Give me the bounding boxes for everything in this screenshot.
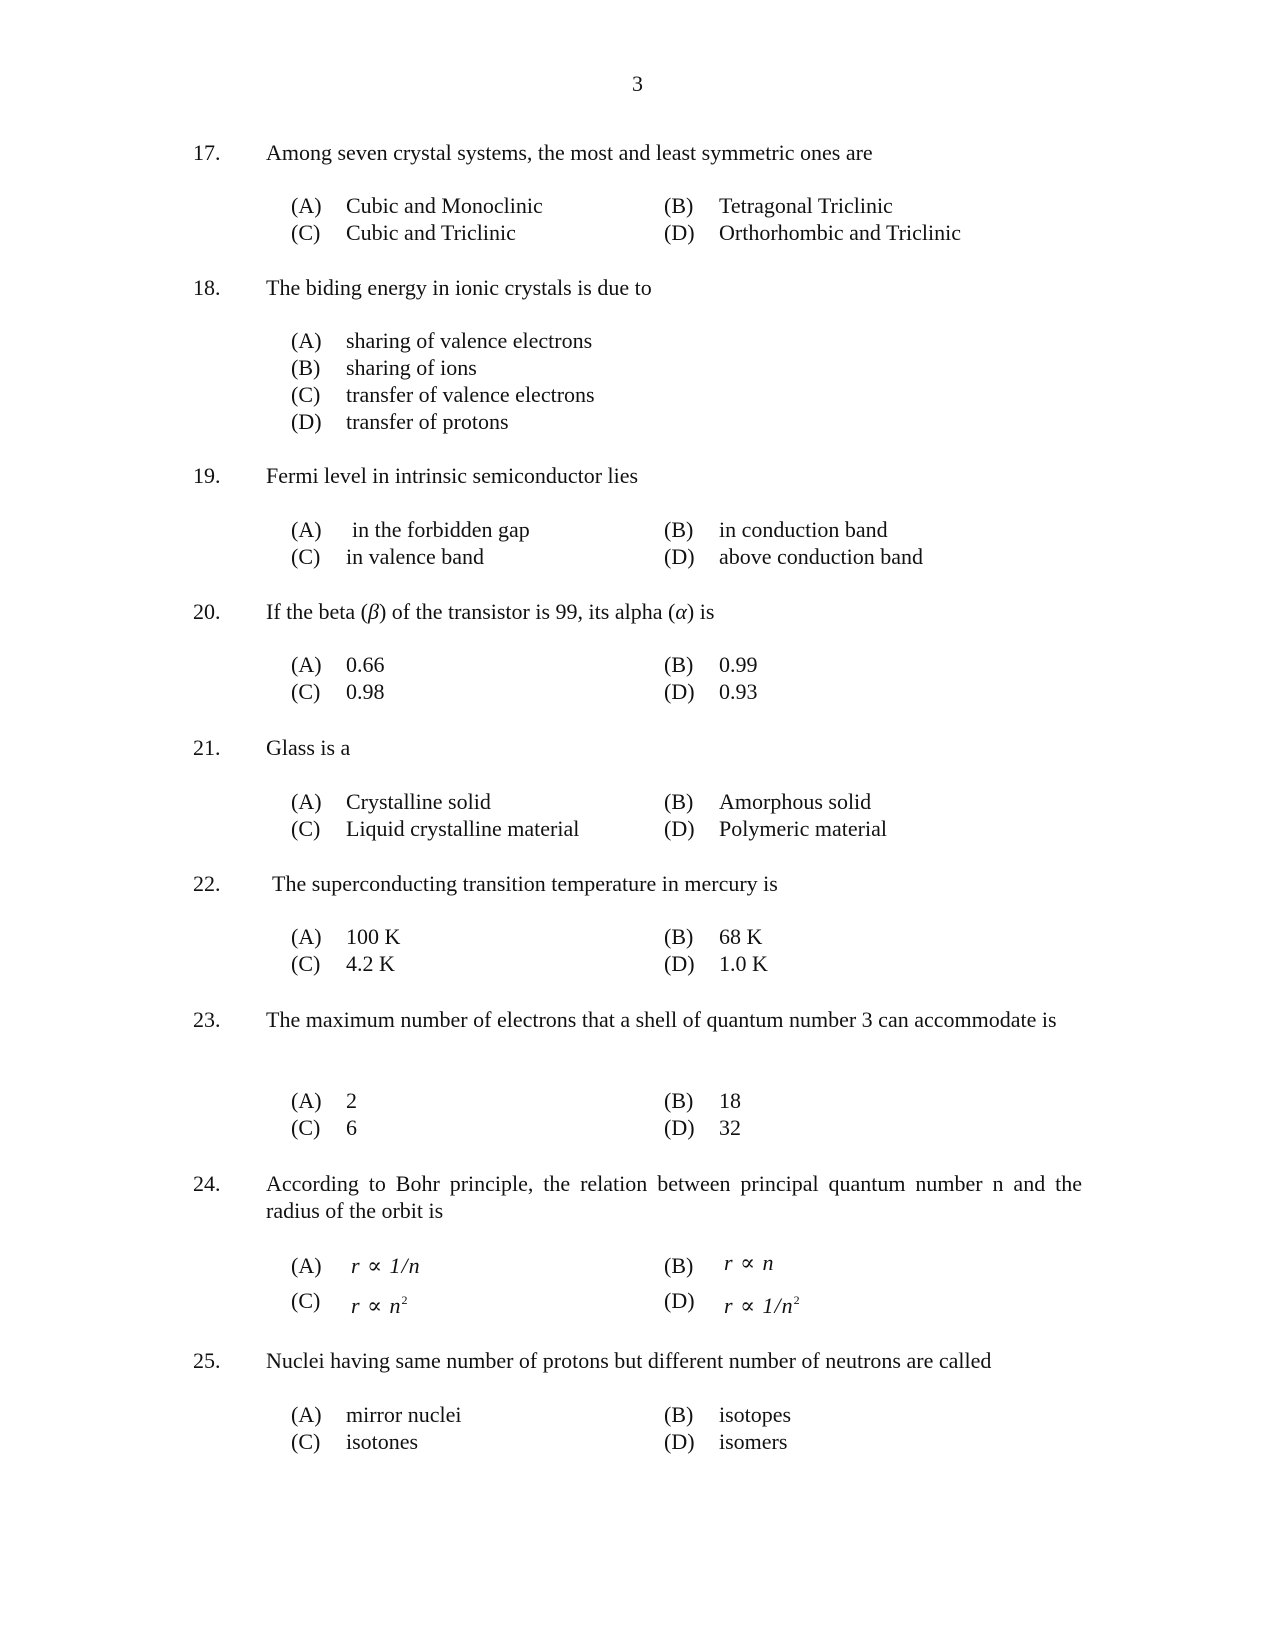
option-label: (B) [664, 652, 694, 677]
option-text: sharing of valence electrons [346, 328, 593, 353]
option-text: 0.98 [346, 679, 385, 704]
question-text: The superconducting transition temperature in mercury is [272, 871, 778, 896]
question-number: 21. [193, 735, 221, 760]
question-number: 24. [193, 1171, 221, 1196]
option-label: (D) [291, 409, 322, 434]
proportional-symbol: ∝ [740, 1250, 756, 1275]
option-label: (C) [291, 816, 321, 841]
option-label: (C) [291, 1429, 321, 1454]
question-number: 17. [193, 140, 221, 165]
option-formula [724, 1287, 801, 1319]
option-text: 68 K [719, 924, 763, 949]
formula-rhs: 1/n [762, 1293, 794, 1318]
option-text: 32 [719, 1115, 741, 1140]
proportional-symbol: ∝ [740, 1293, 756, 1318]
question-number: 23. [193, 1007, 221, 1032]
option-text: transfer of protons [346, 409, 509, 434]
option-text: isotopes [719, 1402, 792, 1427]
formula-lhs: r [724, 1293, 734, 1318]
option-text: in valence band [346, 544, 485, 569]
option-label: (D) [664, 1288, 695, 1313]
option-label: (A) [291, 924, 322, 949]
formula-lhs: r [351, 1253, 361, 1278]
option-text: 0.93 [719, 679, 758, 704]
formula-rhs: n [389, 1293, 402, 1318]
option-text: in the forbidden gap [352, 517, 530, 542]
option-label: (A) [291, 1253, 322, 1278]
formula-exponent: 2 [401, 1293, 409, 1307]
question-number: 18. [193, 275, 221, 300]
option-text: 18 [719, 1088, 741, 1113]
option-label: (B) [291, 355, 321, 380]
option-label: (A) [291, 652, 322, 677]
option-label: (B) [664, 924, 694, 949]
option-text: Liquid crystalline material [346, 816, 580, 841]
proportional-symbol: ∝ [367, 1293, 383, 1318]
option-text: Tetragonal Triclinic [719, 193, 893, 218]
beta-symbol: β [368, 599, 379, 624]
question-text [266, 598, 1082, 625]
option-text: above conduction band [719, 544, 924, 569]
option-formula [351, 1287, 408, 1319]
option-label: (D) [664, 951, 695, 976]
option-text: Cubic and Monoclinic [346, 193, 543, 218]
option-label: (D) [664, 679, 695, 704]
option-label: (D) [664, 1115, 695, 1140]
option-label: (B) [664, 1088, 694, 1113]
option-label: (A) [291, 1088, 322, 1113]
option-text: isotones [346, 1429, 419, 1454]
option-text: 100 K [346, 924, 401, 949]
option-label: (B) [664, 193, 694, 218]
option-text: Polymeric material [719, 816, 887, 841]
formula-rhs: 1/n [389, 1253, 421, 1278]
text-segment: If the beta ( [266, 599, 368, 624]
question-text: The maximum number of electrons that a shell of quantum number 3 can accommodate is [266, 1007, 1057, 1032]
option-label: (A) [291, 193, 322, 218]
option-formula [351, 1252, 421, 1279]
option-text: Orthorhombic and Triclinic [719, 220, 961, 245]
question-number: 19. [193, 463, 221, 488]
formula-lhs: r [351, 1293, 361, 1318]
option-label: (B) [664, 517, 694, 542]
option-text: 1.0 K [719, 951, 768, 976]
option-formula [724, 1249, 774, 1276]
alpha-symbol: α [675, 599, 687, 624]
question-text: The biding energy in ionic crystals is due to [266, 275, 652, 300]
option-text: 6 [346, 1115, 357, 1140]
option-text: in conduction band [719, 517, 888, 542]
option-label: (A) [291, 789, 322, 814]
option-label: (C) [291, 679, 321, 704]
option-label: (B) [664, 1402, 694, 1427]
option-text: isomers [719, 1429, 788, 1454]
question-text: Among seven crystal systems, the most and least symmetric ones are [266, 140, 873, 165]
option-label: (C) [291, 220, 321, 245]
option-label: (C) [291, 951, 321, 976]
option-text: sharing of ions [346, 355, 477, 380]
option-text: 0.99 [719, 652, 758, 677]
option-text: 2 [346, 1088, 357, 1113]
option-label: (D) [664, 816, 695, 841]
question-text: Fermi level in intrinsic semiconductor lies [266, 463, 639, 488]
option-label: (D) [664, 1429, 695, 1454]
question-text: According to Bohr principle, the relation between principal quantum number n and the radius of the orbit is [266, 1171, 1082, 1223]
option-text: Amorphous solid [719, 789, 872, 814]
question-text: Nuclei having same number of protons but different number of neutrons are called [266, 1348, 992, 1373]
proportional-symbol: ∝ [367, 1253, 383, 1278]
question-number: 20. [193, 599, 221, 624]
option-label: (B) [664, 789, 694, 814]
text-segment: ) is [686, 599, 715, 624]
option-label: (A) [291, 1402, 322, 1427]
formula-exponent: 2 [793, 1293, 801, 1307]
option-label: (A) [291, 328, 322, 353]
option-label: (C) [291, 1288, 321, 1313]
option-text: transfer of valence electrons [346, 382, 595, 407]
option-label: (C) [291, 1115, 321, 1140]
option-label: (C) [291, 382, 321, 407]
option-label: (D) [664, 220, 695, 245]
text-segment: ) of the transistor is 99, its alpha ( [378, 599, 676, 624]
option-label: (A) [291, 517, 322, 542]
option-text: Cubic and Triclinic [346, 220, 516, 245]
question-text: Glass is a [266, 735, 351, 760]
question-number: 22. [193, 871, 221, 896]
page-number: 3 [632, 71, 643, 96]
question-number: 25. [193, 1348, 221, 1373]
option-label: (B) [664, 1253, 694, 1278]
option-text: mirror nuclei [346, 1402, 462, 1427]
option-text: 0.66 [346, 652, 385, 677]
option-text: Crystalline solid [346, 789, 491, 814]
option-label: (D) [664, 544, 695, 569]
option-text: 4.2 K [346, 951, 395, 976]
option-label: (C) [291, 544, 321, 569]
formula-rhs: n [762, 1250, 775, 1275]
formula-lhs: r [724, 1250, 734, 1275]
